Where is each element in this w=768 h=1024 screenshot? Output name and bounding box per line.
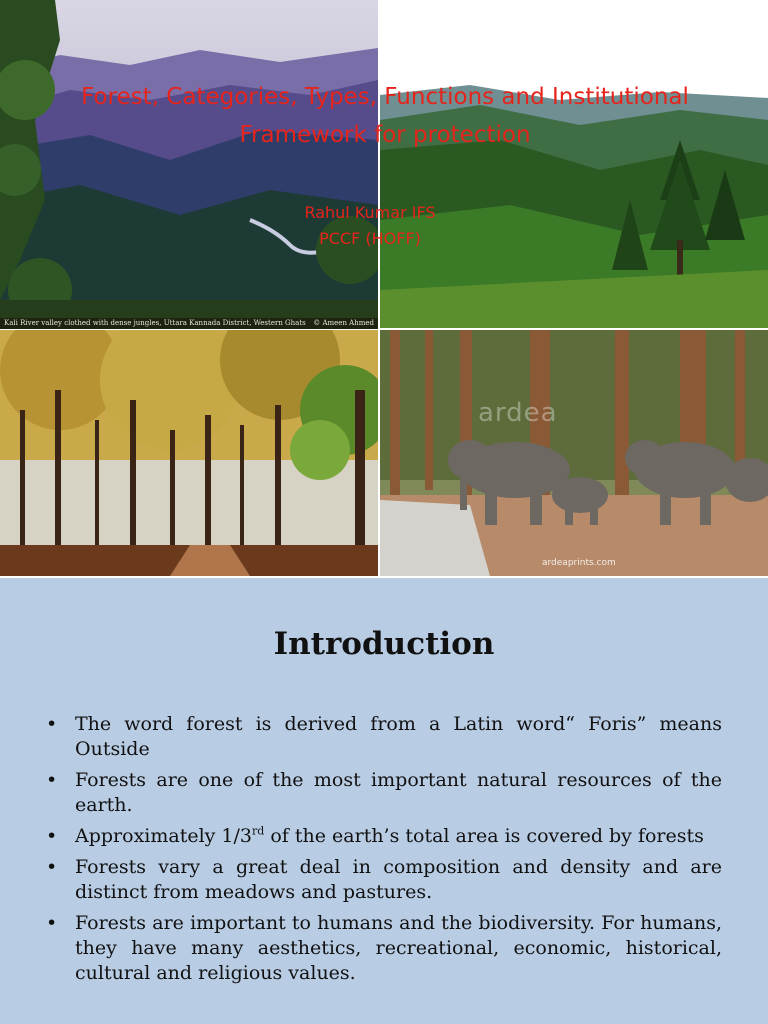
slide-title: Forest, Categories, Types, Functions and Institutional Framework for protection xyxy=(81,84,689,148)
bullet-composition xyxy=(46,855,722,905)
elephants-photo xyxy=(380,330,768,576)
bullet-natural-resource-text: Forests are one of the most important natural resources of the earth. xyxy=(75,769,722,816)
bullet-etymology-text: The word forest is derived from a Latin word“ Foris” means Outside xyxy=(75,713,722,760)
bullet-composition-text: Forests vary a great deal in composition and density and are distinct from meadows and pastures. xyxy=(75,856,722,903)
introduction-slide xyxy=(0,578,768,1024)
photo-caption xyxy=(0,318,378,329)
bullet-area-coverage-superscript: rd xyxy=(252,824,265,838)
photo-caption-right: © Ameen Ahmed xyxy=(313,319,374,327)
bullet-importance-text: Forests are important to humans and the biodiversity. For humans, they have many aesthetics, recreational, economic, historical, cultural and religious values. xyxy=(75,912,722,984)
bullet-area-coverage xyxy=(46,824,722,849)
author-block xyxy=(200,200,540,252)
bullet-importance xyxy=(46,911,722,986)
sal-forest-photo xyxy=(0,330,378,576)
introduction-heading: Introduction xyxy=(273,626,495,662)
bullet-natural-resource xyxy=(46,768,722,818)
bullet-list xyxy=(46,712,722,992)
photo-credit: ardeaprints.com xyxy=(542,558,616,568)
author-name: Rahul Kumar IFS xyxy=(304,203,436,222)
bullet-area-coverage-text-start: Approximately 1/3 xyxy=(75,825,253,847)
author-designation: PCCF (HOFF) xyxy=(319,229,421,248)
bullet-etymology xyxy=(46,712,722,762)
photo-watermark: ardea xyxy=(478,398,558,428)
green-hills-photo xyxy=(380,0,768,328)
bullet-area-coverage-text-end: of the earth’s total area is covered by forests xyxy=(264,825,704,847)
photo-caption-left: Kali River valley clothed with dense jungles, Uttara Kannada District, Western Ghats xyxy=(4,319,306,327)
river-valley-photo xyxy=(0,0,378,328)
